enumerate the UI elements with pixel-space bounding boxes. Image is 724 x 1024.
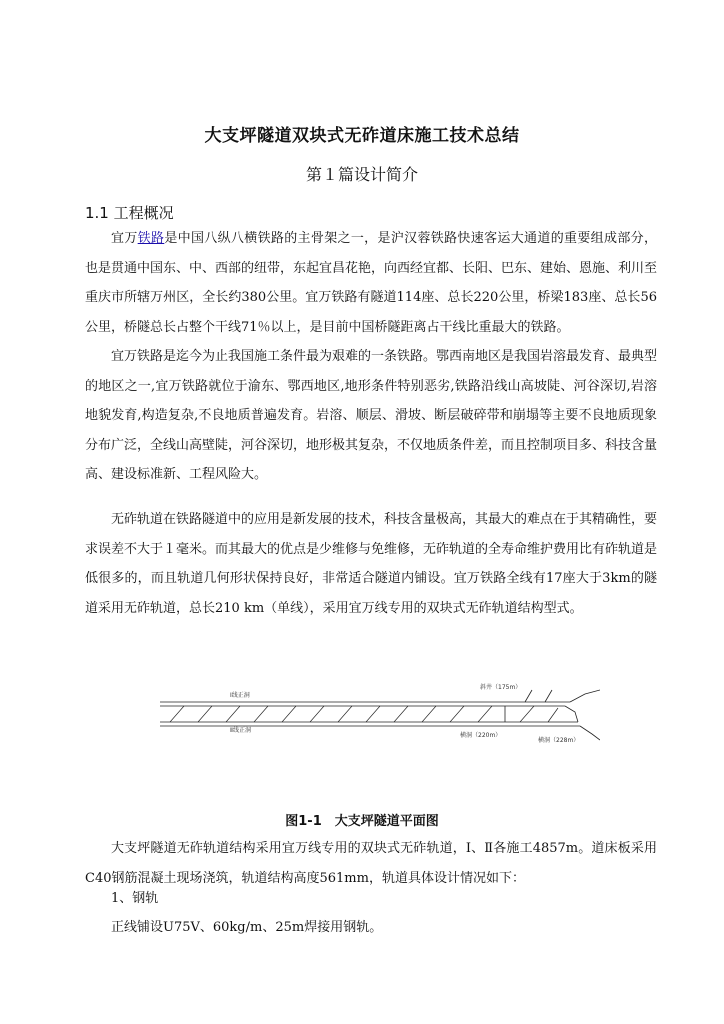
label-line-1: Ⅰ线正洞 xyxy=(230,692,250,699)
figure-caption: 图1-1 大支坪隧道平面图 xyxy=(285,814,439,829)
label-cross-tunnel-2: 横洞（228m） xyxy=(538,737,580,744)
label-line-2: Ⅱ线正洞 xyxy=(230,727,251,734)
label-inclined-shaft: 斜井（175m） xyxy=(480,684,522,691)
rail-spec: 正线铺设U75V、60kg/m、25m焊接用钢轨。 xyxy=(111,920,383,935)
tunnel-plan-figure xyxy=(160,682,600,752)
paragraph-rest: 是中国八纵八横铁路的主骨架之一，是沪汉蓉铁路快速客运大通道的重要组成部分，也是贯通中国东、中、西部的纽带，东起宜昌花艳，向西经宜都、长阳、巴东、建始、恩施、利川至重庆市所辖万州区，全长约380公里。宜万铁路有隧道114座、总长220公里，桥梁183座、总长56公里，桥隧总长占整个干线71％以上，是目前中国桥隧距离占干线比重最大的铁路。 xyxy=(85,231,658,335)
label-cross-tunnel-1: 横洞（220m） xyxy=(460,732,502,739)
paragraph-overview xyxy=(85,224,657,342)
paragraph-design: 大支坪隧道无砟轨道结构采用宜万线专用的双块式无砟轨道，Ⅰ、Ⅱ各施工4857m。道床板采用C40钢筋混凝土现场浇筑，轨道结构高度561mm，轨道具体设计情况如下： xyxy=(85,841,657,886)
list-item-rail: 1、钢轨 xyxy=(111,891,159,906)
tunnel-lines xyxy=(160,690,600,740)
document-title: 大支坪隧道双块式无砟道床施工技术总结 xyxy=(204,126,520,146)
cross-passages xyxy=(170,706,558,722)
part-title: 第１篇设计简介 xyxy=(305,165,418,184)
paragraph-conditions: 宜万铁路是迄今为止我国施工条件最为艰难的一条铁路。鄂西南地区是我国岩溶最发育、最典型的地区之一,宜万铁路就位于渝东、鄂西地区,地形条件特别恶劣,铁路沿线山高坡陡、河谷深切,岩溶地貌发育,构造复杂,不良地质普遍发育。岩溶、顺层、滑坡、断层破碎带和崩塌等主要不良地质现象分布广泛，全线山高壁陡，河谷深切，地形极其复杂，不仅地质条件差，而且控制项目多、科技含量高、建设标准新、工程风险大。 xyxy=(85,349,658,482)
railway-link[interactable]: 铁路 xyxy=(137,231,165,246)
paragraph-prefix: 宜万 xyxy=(111,231,138,246)
section-heading: 1.1 工程概况 xyxy=(85,204,174,222)
paragraph-ballastless: 无砟轨道在铁路隧道中的应用是新发展的技术，科技含量极高，其最大的难点在于其精确性，要求误差不大于１毫米。而其最大的优点是少维修与免维修，无砟轨道的全寿命维护费用比有砟轨道是低很多的，而且轨道几何形状保持良好，非常适合隧道内铺设。宜万铁路全线有17座大于3km的隧道采用无砟轨道，总长210 km（单线），采用宜万线专用的双块式无砟轨道结构型式。 xyxy=(85,512,658,616)
